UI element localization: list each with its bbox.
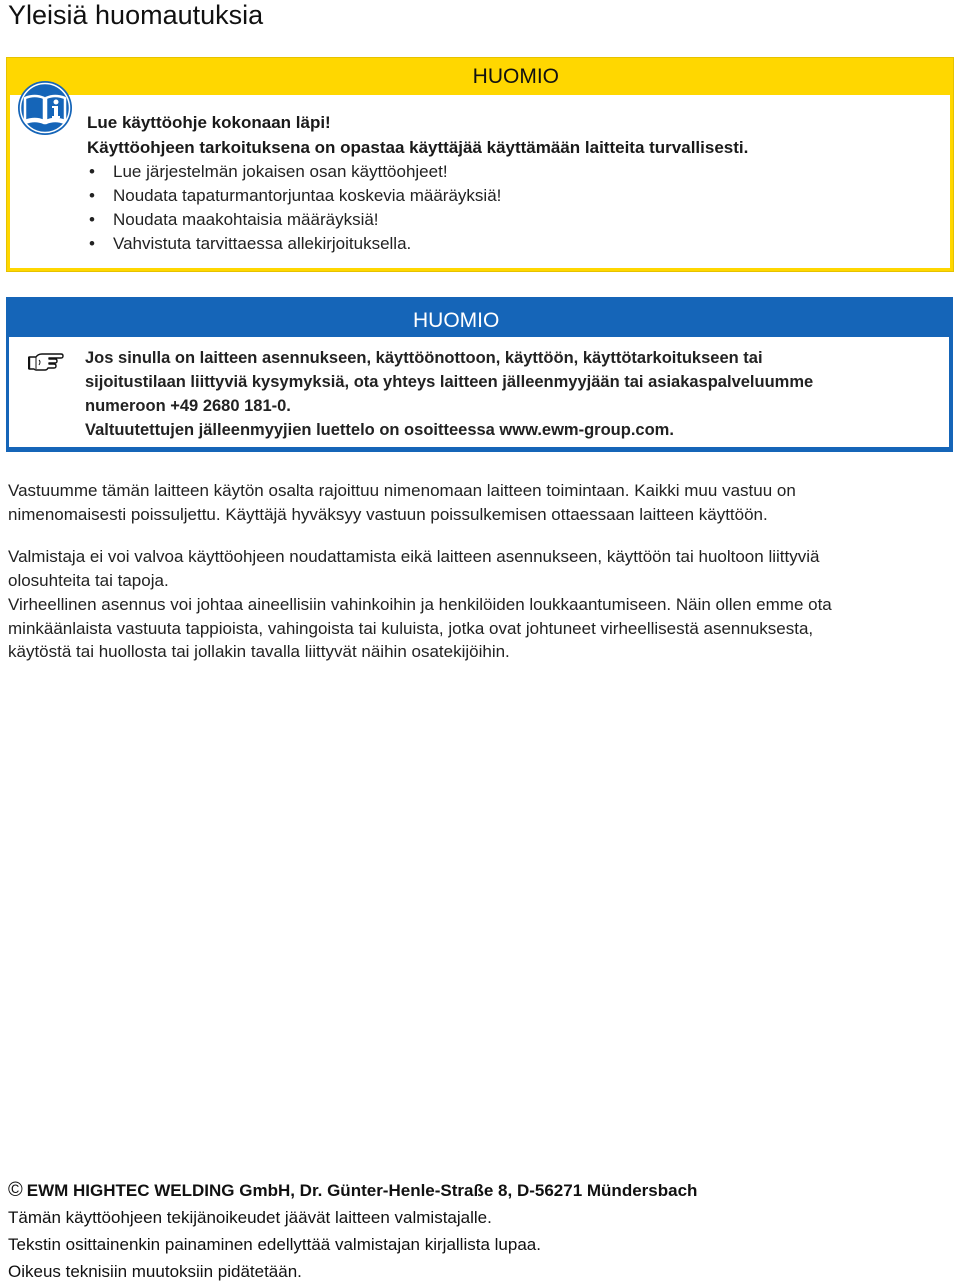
footer-company-text: EWM HIGHTEC WELDING GmbH, Dr. Günter-Henle-Straße 8, D-56271 Mündersbach [26, 1181, 698, 1200]
list-item [87, 208, 947, 232]
copyright-icon: © [8, 1179, 23, 1201]
read-manual-info-icon [17, 80, 73, 136]
notice-yellow-bullet-list [87, 160, 947, 256]
footer-line: Oikeus teknisiin muutoksiin pidätetään. [8, 1262, 302, 1281]
bullet-icon: • [89, 162, 95, 181]
paragraph-installation [8, 593, 948, 664]
list-item-text: Noudata tapaturmantorjuntaa koskevia määräyksiä! [113, 186, 502, 205]
notice-blue-line: Jos sinulla on laitteen asennukseen, käyttöönottoon, käyttöön, käyttötarkoitukseen tai [85, 349, 763, 367]
footer-company [8, 1177, 948, 1204]
notice-blue-line: numeroon +49 2680 181-0. [85, 397, 291, 415]
list-item-text: Vahvistuta tarvittaessa allekirjoituksella. [113, 234, 412, 253]
list-item-text: Lue järjestelmän jokaisen osan käyttöohjeet! [113, 162, 448, 181]
paragraph-line: olosuhteita tai tapoja. [8, 570, 169, 590]
notice-blue-line: sijoitustilaan liittyviä kysymyksiä, ota yhteys laitteen jälleenmyyjään tai asiakaspalveluumme [85, 373, 814, 391]
paragraph-liability [8, 479, 948, 526]
paragraph-line: nimenomaisesti poissuljettu. Käyttäjä hyväksyy vastuun poissulkemisen ottaessaan laitteen käyttöön. [8, 504, 768, 524]
list-item [87, 232, 947, 256]
bullet-icon: • [89, 210, 95, 229]
notice-yellow-content [87, 110, 947, 256]
paragraph-line: Virheellinen asennus voi johtaa aineellisiin vahinkoihin ja henkilöiden loukkaantumiseen. Näin ollen emme ota [8, 595, 832, 614]
list-item [87, 184, 947, 208]
paragraph-manufacturer [8, 545, 948, 592]
notice-yellow-header [7, 58, 953, 95]
paragraph-line: Valmistaja ei voi valvoa käyttöohjeen noudattamista eikä laitteen asennukseen, käyttöön tai huoltoon liittyviä [8, 547, 820, 566]
notice-yellow-title: HUOMIO [472, 65, 559, 88]
notice-blue-title: HUOMIO [413, 309, 500, 332]
notice-blue-header [6, 297, 953, 337]
pointing-hand-icon [28, 352, 64, 372]
list-item-text: Noudata maakohtaisia määräyksiä! [113, 210, 379, 229]
paragraph-line: käytöstä tai huollosta tai jollakin tavalla liittyvät näihin osatekijöihin. [8, 642, 510, 661]
footer-line: Tekstin osittainenkin painaminen edellyttää valmistajan kirjallista lupaa. [8, 1235, 541, 1254]
paragraph-line: Vastuumme tämän laitteen käytön osalta rajoittuu nimenomaan laitteen toimintaan. Kaikki muu vastuu on [8, 481, 796, 500]
footer-line: Tämän käyttöohjeen tekijänoikeudet jäävät laitteen valmistajalle. [8, 1208, 492, 1227]
footer [8, 1177, 948, 1285]
notice-blue-content [85, 346, 945, 442]
bullet-icon: • [89, 186, 95, 205]
notice-yellow-bold-line: Käyttöohjeen tarkoituksena on opastaa käyttäjää käyttämään laitteita turvallisesti. [87, 138, 749, 157]
paragraph-line: minkäänlaista vastuuta tappioista, vahingoista tai kuluista, jotka ovat johtuneet virheellisestä asennuksesta, [8, 618, 814, 638]
list-item [87, 160, 947, 184]
bullet-icon: • [89, 234, 95, 253]
page-title: Yleisiä huomautuksia [8, 0, 264, 30]
notice-blue-line: Valtuutettujen jälleenmyyjien luettelo on osoitteessa www.ewm-group.com. [85, 421, 674, 439]
notice-yellow-bold-line: Lue käyttöohje kokonaan läpi! [87, 113, 331, 132]
